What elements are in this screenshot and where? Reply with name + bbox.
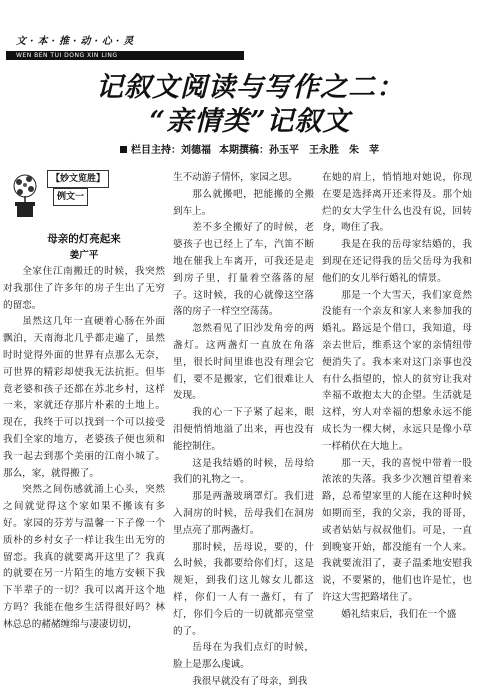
credits-line xyxy=(120,144,379,158)
paragraph: 在她的肩上，悄悄地对她说，你现在要是选择离开还来得及。那个灿烂的女大学生什么也没有说，回转身，吻住了我。 xyxy=(322,172,472,234)
column-header xyxy=(0,34,250,68)
paragraph: 虽然这几年一直硬着心肠在外面飘泊，天南海北几乎都走遍了，虽然时时觉得外面的世界有点那么无奈，可世界的精彩却使我无法抗拒。但毕竟老婆和孩子还都在苏北乡村，这样一来，家就还存那片朴素的土地上。现在，我终于可以找到一个可以接受我们全家的地方，老婆孩子便也须和我一起去到那个美丽的江南小城了。那么，家，就得搬了。 xyxy=(3,316,165,479)
article-column-1 xyxy=(3,170,165,634)
paragraph: 那么就搬吧，把能搬的全搬到车上。 xyxy=(173,188,314,217)
paragraph: 我很早就没有了母亲，到我 xyxy=(192,675,308,687)
section-badge: 【妙文览胜】 xyxy=(47,170,109,188)
section-badge-area xyxy=(3,170,165,228)
paragraph: 那是两盏玻璃罩灯。我们进入洞房的时候，岳母我们在洞房里点亮了那两盏灯。 xyxy=(173,491,314,536)
series-title: 文·本·推·动·心·灵 xyxy=(16,36,138,47)
paragraph: 那时候，岳母说，要的，什么时候，我都要给你们灯，这是规矩，到我们这儿嫁女儿都这样，你们一人有一盏灯，有了灯，你们今后的一切就都亮堂堂的了。 xyxy=(173,541,314,637)
paragraph: 差不多全搬好了的时候，老婆孩子也已经上了车，汽笛不断地在催我上车离开，可我还是走到房子里，打量着空落落的屋子。这时候，我的心就像这空落落的房子一样空空荡荡。 xyxy=(173,222,314,318)
credits-writers: 孙玉平 王永胜 朱 苹 xyxy=(269,145,379,156)
credits-writers-label: 本期撰稿： xyxy=(219,145,269,156)
paragraph: 忽然看见了旧沙发角旁的两盏灯。这两盏灯一直放在角落里，很长时间里谁也没有理会它们，要不是搬家，它们很难让人发现。 xyxy=(173,323,314,402)
article-column-2 xyxy=(173,170,314,691)
square-bullet-icon xyxy=(120,146,127,153)
paragraph: 婚礼结束后，我们在一个盛 xyxy=(341,608,457,620)
page-subtitle: “亲情类”记叙文 xyxy=(149,106,351,137)
story-title: 母亲的灯亮起来 xyxy=(47,233,121,245)
paragraph: 那一天，我的喜悦中带着一股浓浓的失落。我多少次翘首望着来路，总希望家里的人能在这种时候如期而至，我的父亲，我的哥哥，或者姑姑与叔叔他们。可是，一直到晚宴开始，都没能有一个人来。我就要流泪了，妻子温柔地安慰我说，不要紧的，他们也许是忙，也许这大雪把路堵住了。 xyxy=(322,457,472,603)
paragraph: 我的心一下子紧了起来，眼泪便悄悄地溢了出来，再也没有能控制住。 xyxy=(173,407,314,452)
story-author: 姜广平 xyxy=(69,250,99,261)
article-column-3 xyxy=(322,170,472,624)
paragraph: 我是在我的岳母家结婚的，我到现在还记得我的岳父岳母为我和他们的女儿举行婚礼的情景。 xyxy=(322,239,472,284)
paragraph: 岳母在为我们点灯的时候，脸上是那么虔诚。 xyxy=(173,642,314,671)
paragraph: 生不动游子情怀，家园之思。 xyxy=(173,172,298,183)
page-title: 记叙文阅读与写作之二： xyxy=(96,72,404,103)
paragraph: 突然之间伤感就涌上心头，突然之间就觉得这个家如果不搬该有多好。家园的芬芳与温馨一下子像一个质朴的乡村女子一样让我生出无穷的留恋。我真的就要离开这里了？我真的就要在另一片陌生的地方安顿下我下半辈子的一切？我可以离开这个地方吗？我能在他乡生活得很好吗？林林总总的赭赭缠绵与凄凄切切， xyxy=(3,484,165,630)
paragraph: 那是一个大雪天，我们家竟然没能有一个亲友和家人来参加我的婚礼。路远是个借口，我知道，母亲去世后，维系这个家的亲情纽带便消失了。我本来对这门亲事也没有什么指望的，惊人的贫穷让我对幸福不敢抱太大的企望。生活就是这样，穷人对幸福的想象永远不能成长为一棵大树，永远只是像小草一样稍伏在大地上。 xyxy=(322,289,472,452)
series-bar: WEN BEN TUI DONG XIN LING xyxy=(6,51,244,60)
example-badge: 例文一 xyxy=(53,188,88,206)
potted-plant-icon xyxy=(5,170,45,220)
paragraph: 这是我结婚的时候，岳母给我们的礼物之一。 xyxy=(173,457,314,486)
paragraph: 全家住江南搬迁的时候，我突然对我那住了许多年的房子生出了无穷的留恋。 xyxy=(3,266,165,311)
credits-host: 栏目主持：刘德福 xyxy=(131,145,211,156)
